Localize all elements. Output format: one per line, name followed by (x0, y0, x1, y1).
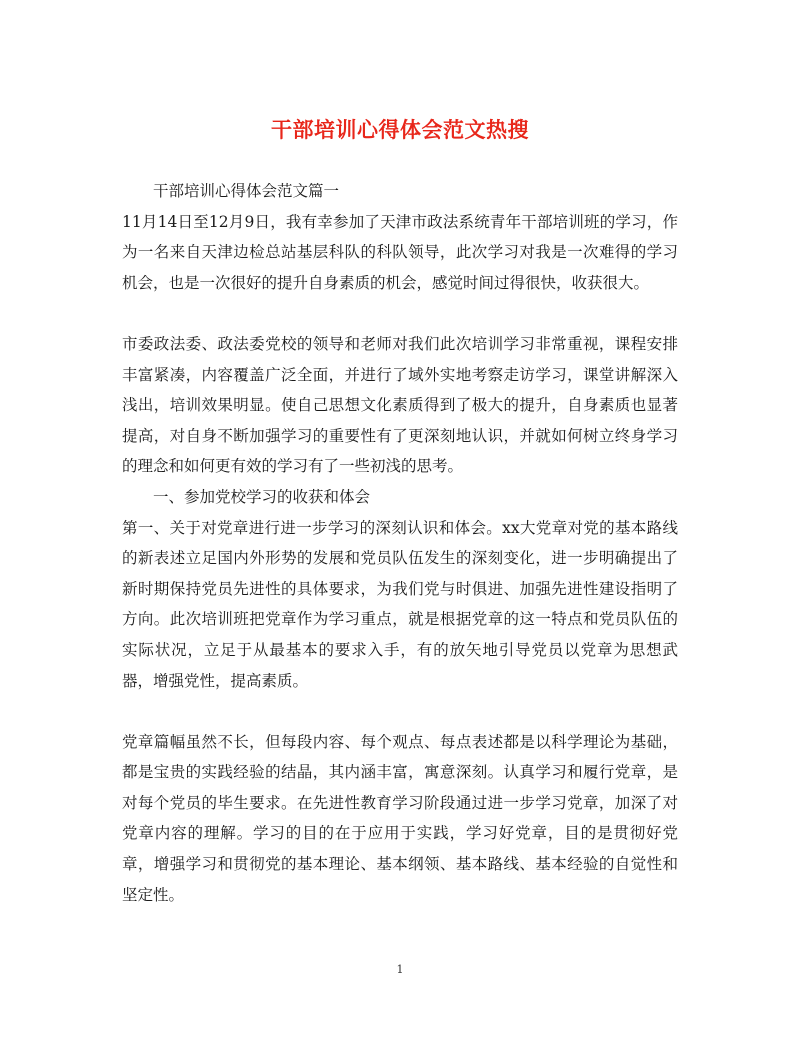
paragraph-1: 11月14日至12月9日，我有幸参加了天津市政法系统青年干部培训班的学习，作为一名来自天津边检总站基层科队的科队领导，此次学习对我是一次难得的学习机会，也是一次很好的提升自身素质的机会，感觉时间过得很快，收获很大。 (122, 212, 678, 292)
paragraph-spacer (122, 298, 678, 329)
document-body (122, 176, 678, 910)
article-subtitle: 干部培训心得体会范文篇一 (153, 182, 340, 200)
paragraph-3: 第一、关于对党章进行进一步学习的深刻认识和体会。xx大党章对党的基本路线的新表述立足国内外形势的发展和党员队伍发生的深刻变化，进一步明确提出了新时期保持党员先进性的具体要求，为我们党与时俱进、加强先进性建设指明了方向。此次培训班把党章作为学习重点，就是根据党章的这一特点和党员队伍的实际状况，立足于从最基本的要求入手，有的放矢地引导党员以党章为思想武器，增强党性，提高素质。 (122, 518, 678, 690)
page-number: 1 (396, 963, 404, 976)
paragraph-2: 市委政法委、政法委党校的领导和老师对我们此次培训学习非常重视，课程安排丰富紧凑，内容覆盖广泛全面，并进行了域外实地考察走访学习，课堂讲解深入浅出，培训效果明显。使自己思想文化素质得到了极大的提升，自身素质也显著提高，对自身不断加强学习的重要性有了更深刻地认识，并就如何树立终身学习的理念和如何更有效的学习有了一些初浅的思考。 (122, 334, 678, 476)
paragraph-spacer (122, 696, 678, 727)
paragraph-4: 党章篇幅虽然不长，但每段内容、每个观点、每点表述都是以科学理论为基础，都是宝贵的实践经验的结晶，其内涵丰富，寓意深刻。认真学习和履行党章，是对每个党员的毕生要求。在先进性教育学习阶段通过进一步学习党章，加深了对党章内容的理解。学习的目的在于应用于实践，学习好党章，目的是贯彻好党章，增强学习和贯彻党的基本理论、基本纲领、基本路线、基本经验的自觉性和坚定性。 (122, 732, 678, 904)
document-title: 干部培训心得体会范文热搜 (271, 117, 529, 142)
section-heading: 一、参加党校学习的收获和体会 (153, 487, 371, 506)
